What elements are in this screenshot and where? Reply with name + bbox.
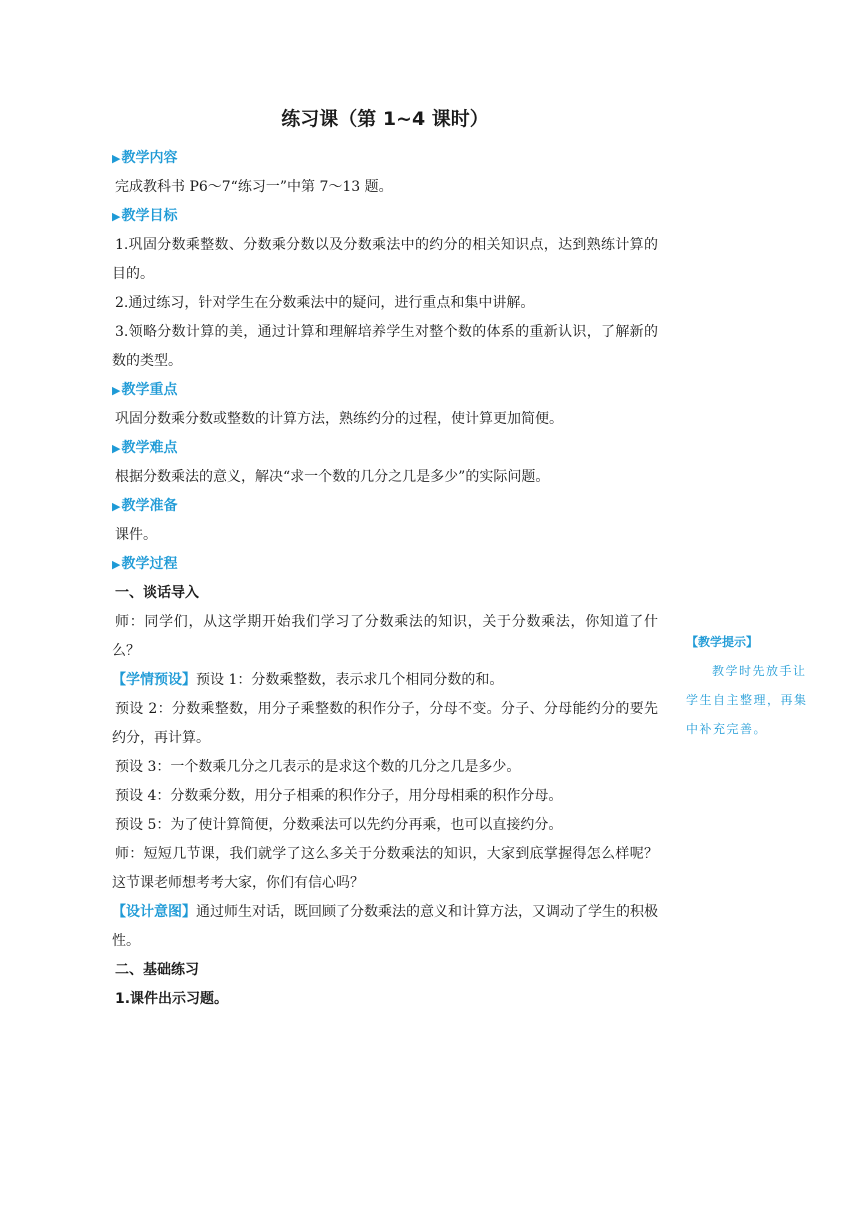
design-intent: 【设计意图】通过师生对话，既回顾了分数乘法的意义和计算方法，又调动了学生的积极性。 [112,904,658,949]
teacher-intro: 师：同学们，从这学期开始我们学习了分数乘法的知识，关于分数乘法，你知道了什么？ [112,614,658,659]
part2-title: 二、基础练习 [115,962,199,978]
triangle-icon: ▶ [112,384,121,397]
page-title: 练习课（第 1~4 课时） [281,108,489,130]
section-heading-content: ▶教学内容 [112,150,178,166]
preset-4: 预设 4：分数乘分数，用分子相乘的积作分子，用分母相乘的积作分母。 [115,788,563,804]
triangle-icon: ▶ [112,152,121,165]
goal-item: 1.巩固分数乘整数、分数乘分数以及分数乘法中的约分的相关知识点，达到熟练计算的目的。 [112,237,658,282]
preset-1: 【学情预设】预设 1：分数乘整数，表示求几个相同分数的和。 [112,672,504,688]
triangle-icon: ▶ [112,558,121,571]
sidebar-heading: 【教学提示】 [686,635,759,649]
lesson-body [112,144,658,1014]
prep-text: 课件。 [115,527,157,543]
section-heading-difficulty: ▶教学难点 [112,440,178,456]
section-heading-process: ▶教学过程 [112,556,178,572]
preset-3: 预设 3：一个数乘几分之几表示的是求这个数的几分之几是多少。 [115,759,521,775]
intent-tag: 【设计意图】 [112,904,196,920]
preset-tag: 【学情预设】 [112,672,196,688]
triangle-icon: ▶ [112,210,121,223]
goal-item: 3.领略分数计算的美，通过计算和理解培养学生对整个数的体系的重新认识，了解新的数的类型。 [112,324,658,369]
content-text: 完成教科书 P6～7“练习一”中第 7～13 题。 [115,179,393,195]
section-heading-key: ▶教学重点 [112,382,178,398]
sidebar-text: 教学时先放手让学生自主整理，再集中补充完善。 [686,664,808,736]
preset-2: 预设 2：分数乘整数，用分子乘整数的积作分子，分母不变。分子、分母能约分的要先约分，再计算。 [112,701,658,746]
triangle-icon: ▶ [112,500,121,513]
section-heading-goals: ▶教学目标 [112,208,178,224]
part1-title: 一、谈话导入 [115,585,199,601]
teacher-question: 师：短短几节课，我们就学了这么多关于分数乘法的知识，大家到底掌握得怎么样呢？这节课老师想考考大家，你们有信心吗？ [112,846,658,891]
goal-item: 2.通过练习，针对学生在分数乘法中的疑问，进行重点和集中讲解。 [115,295,535,311]
teaching-tip-sidebar [686,628,814,744]
difficulty-text: 根据分数乘法的意义，解决“求一个数的几分之几是多少”的实际问题。 [115,469,550,485]
key-text: 巩固分数乘分数或整数的计算方法，熟练约分的过程，使计算更加简便。 [115,411,563,427]
preset-5: 预设 5：为了使计算简便，分数乘法可以先约分再乘，也可以直接约分。 [115,817,563,833]
triangle-icon: ▶ [112,442,121,455]
exercise-item-1: 1.课件出示习题。 [115,991,229,1007]
section-heading-prep: ▶教学准备 [112,498,178,514]
